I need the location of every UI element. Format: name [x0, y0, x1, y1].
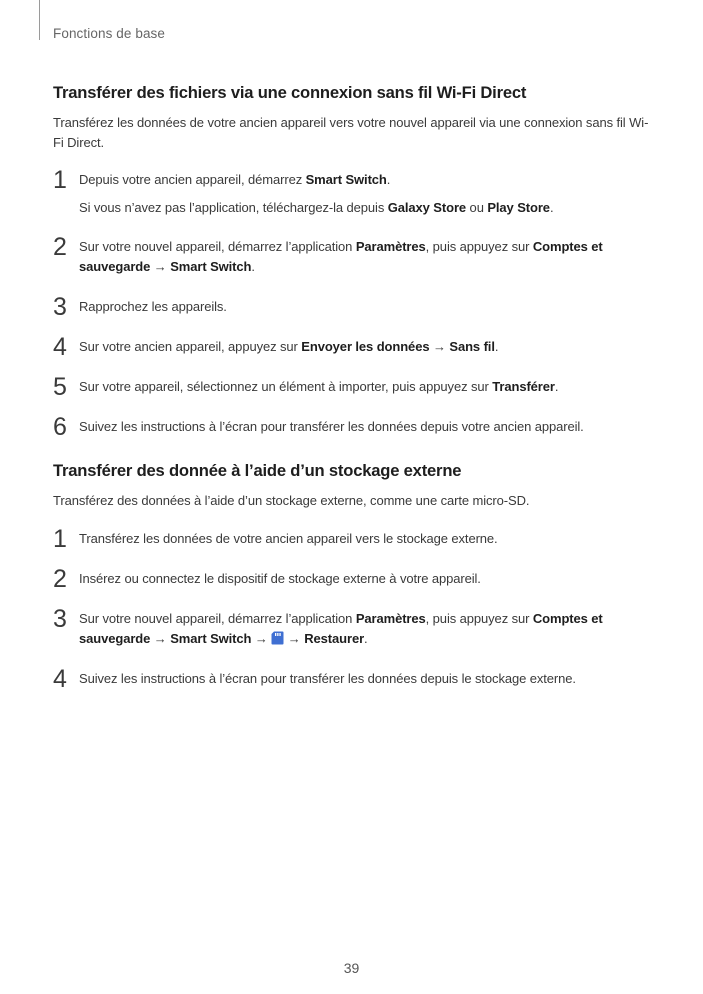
page-number: 39	[343, 960, 360, 976]
step-number: 6	[53, 413, 67, 441]
header-margin-rule	[39, 0, 40, 40]
step-text: Sur votre nouvel appareil, démarrez l’application Paramètres, puis appuyez sur Comptes et sauvegarde → Smart Switch → → Restaurer.	[79, 611, 603, 646]
wifi-step-4	[53, 333, 653, 361]
wifi-step-3	[53, 293, 653, 321]
step-number: 2	[53, 565, 67, 593]
storage-step-4	[53, 665, 653, 693]
step-text: Suivez les instructions à l’écran pour transférer les données depuis votre ancien appareil.	[79, 419, 584, 434]
section-title-external-storage: Transférer des donnée à l’aide d’un stockage externe	[53, 461, 462, 480]
section-intro-wifi-direct: Transférez les données de votre ancien appareil vers votre nouvel appareil via une connexion sans fil Wi-Fi Direct.	[53, 115, 649, 150]
storage-step-3	[53, 605, 653, 649]
step-number: 3	[53, 293, 67, 321]
running-header: Fonctions de base	[53, 26, 166, 41]
storage-step-2	[53, 565, 653, 593]
step-text: Sur votre appareil, sélectionnez un élément à importer, puis appuyez sur Transférer.	[79, 379, 559, 394]
step-text: Sur votre ancien appareil, appuyez sur Envoyer les données → Sans fil.	[79, 339, 499, 354]
step-text: Suivez les instructions à l’écran pour transférer les données depuis le stockage externe.	[79, 671, 576, 686]
section-intro-external-storage: Transférez des données à l’aide d’un stockage externe, comme une carte micro-SD.	[53, 493, 530, 508]
wifi-step-5	[53, 373, 653, 401]
step-text: Rapprochez les appareils.	[79, 299, 227, 314]
step-text: Insérez ou connectez le dispositif de stockage externe à votre appareil.	[79, 571, 481, 586]
step-number: 3	[53, 605, 67, 633]
wifi-step-6	[53, 413, 653, 441]
section-title-wifi-direct: Transférer des fichiers via une connexion sans fil Wi-Fi Direct	[53, 83, 527, 102]
step-number: 4	[53, 665, 67, 693]
step-number: 1	[53, 525, 67, 553]
sd-card-icon	[271, 631, 284, 645]
step-number: 5	[53, 373, 67, 401]
step-text: Sur votre nouvel appareil, démarrez l’application Paramètres, puis appuyez sur Comptes et sauvegarde → Smart Switch.	[79, 239, 603, 274]
wifi-step-2	[53, 233, 653, 277]
step-number: 4	[53, 333, 67, 361]
step-text: Depuis votre ancien appareil, démarrez Smart Switch. Si vous n’avez pas l’application, téléchargez-la depuis Galaxy Store ou Play Store.	[79, 172, 554, 215]
step-number: 2	[53, 233, 67, 261]
storage-step-1	[53, 525, 653, 553]
wifi-step-1	[53, 166, 653, 218]
step-number: 1	[53, 166, 67, 194]
step-text: Transférez les données de votre ancien appareil vers le stockage externe.	[79, 531, 498, 546]
